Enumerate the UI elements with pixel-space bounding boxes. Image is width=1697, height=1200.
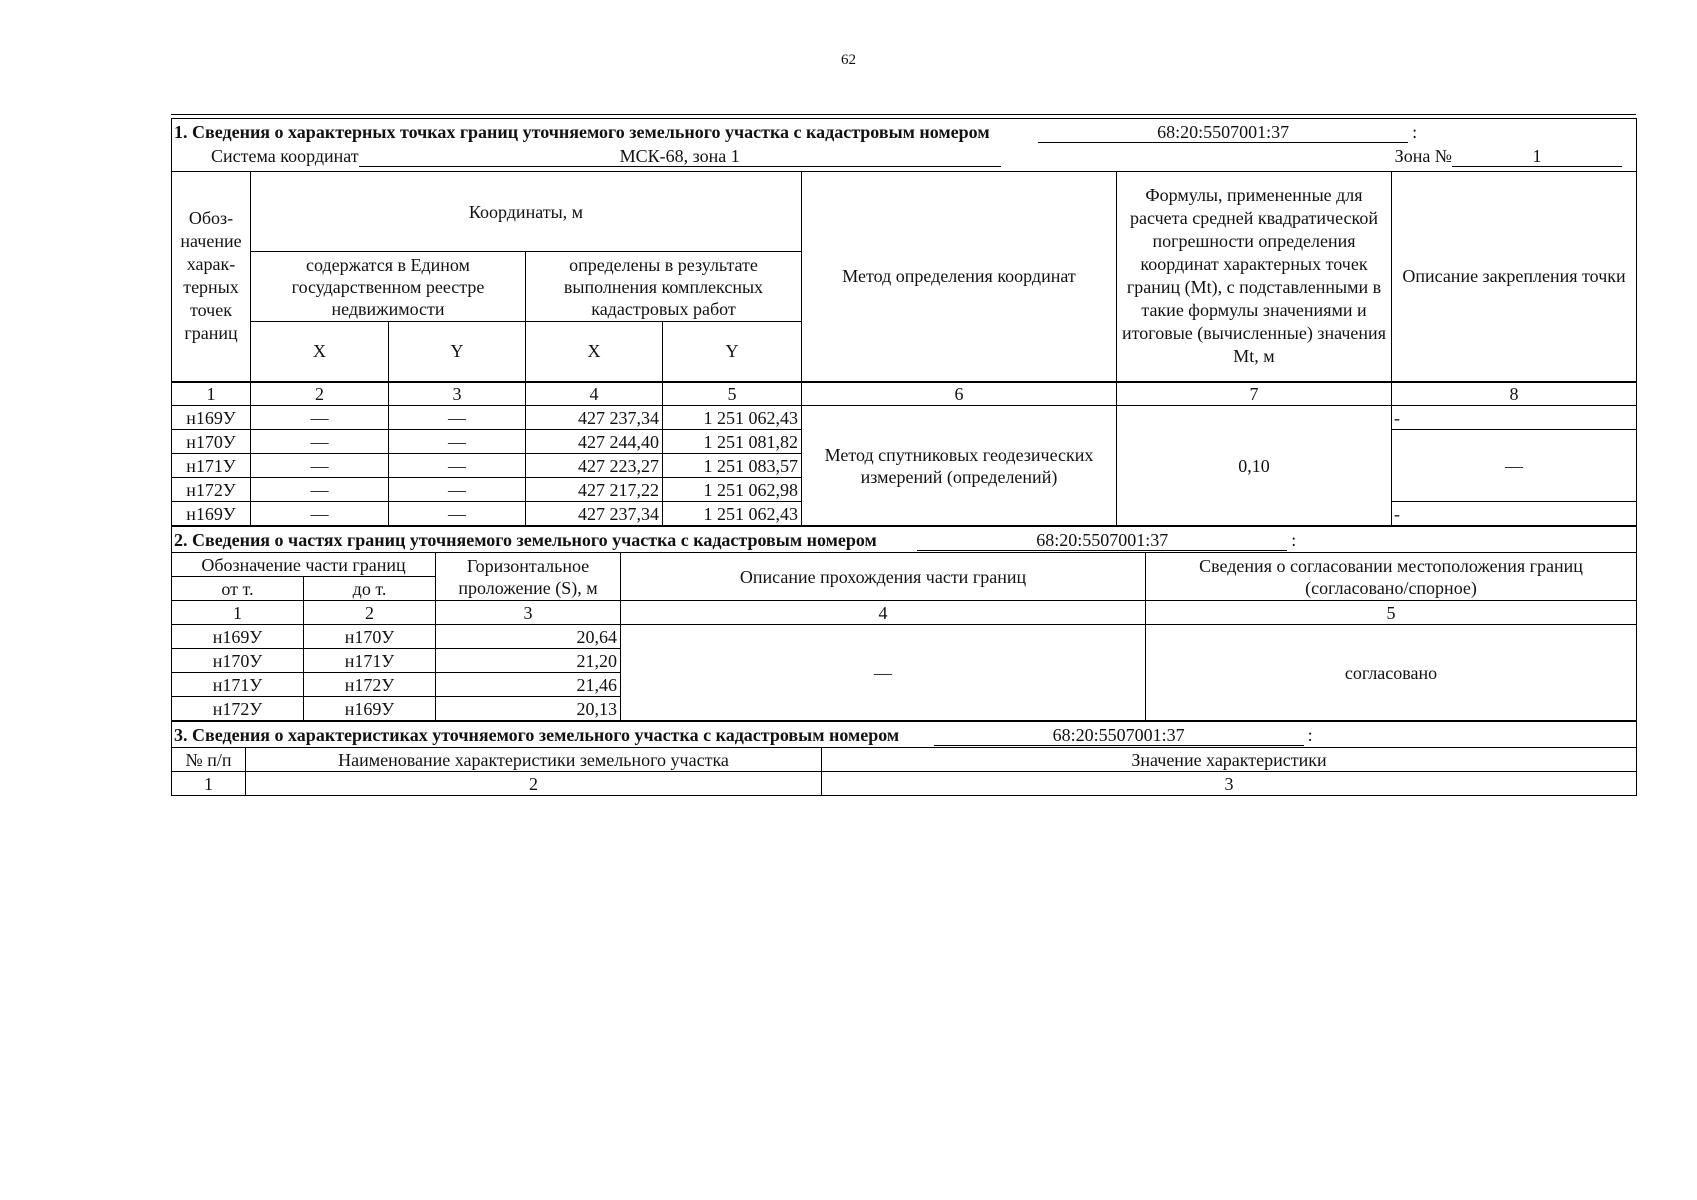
col-number: 1 xyxy=(172,601,304,625)
col-number: 6 xyxy=(802,382,1117,406)
point-cell: н171У xyxy=(172,454,251,478)
to-cell: н172У xyxy=(304,673,436,697)
distance-cell: 21,20 xyxy=(436,649,621,673)
col-number: 8 xyxy=(1392,382,1637,406)
y-registry-cell: — xyxy=(389,502,526,526)
y-cell: 1 251 062,43 xyxy=(663,502,802,526)
section1-cadastral-number: 68:20:5507001:37 xyxy=(1038,122,1408,143)
section3-header xyxy=(172,722,1637,748)
to-cell: н169У xyxy=(304,697,436,721)
section3-title: 3. Сведения о характеристиках уточняемого земельного участка с кадастровым номером xyxy=(174,724,900,745)
section3-cadastral-number: 68:20:5507001:37 xyxy=(934,725,1304,746)
x-cell: 427 237,34 xyxy=(526,502,663,526)
header-x-works: X xyxy=(526,322,663,382)
x-registry-cell: — xyxy=(251,406,389,430)
cadastral-document xyxy=(171,114,1636,796)
col-number: 4 xyxy=(526,382,663,406)
to-cell: н171У xyxy=(304,649,436,673)
y-registry-cell: — xyxy=(389,406,526,430)
col-number: 4 xyxy=(621,601,1146,625)
section1-colon: : xyxy=(1412,122,1418,142)
col-number: 1 xyxy=(172,772,246,796)
x-registry-cell: — xyxy=(251,502,389,526)
header-part-designation: Обозначение части границ xyxy=(172,553,436,577)
col-number: 3 xyxy=(389,382,526,406)
y-registry-cell: — xyxy=(389,454,526,478)
header-fixing: Описание закрепления точки xyxy=(1392,172,1637,382)
point-cell: н169У xyxy=(172,406,251,430)
section2-title: 2. Сведения о частях границ уточняемого земельного участка с кадастровым номером xyxy=(174,529,877,550)
section3-col-numbers xyxy=(172,772,1637,796)
y-cell: 1 251 083,57 xyxy=(663,454,802,478)
section3-table xyxy=(171,721,1637,796)
x-cell: 427 244,40 xyxy=(526,430,663,454)
coord-system-label: Система координат xyxy=(211,146,359,166)
distance-cell: 20,64 xyxy=(436,625,621,649)
section3-colon: : xyxy=(1307,724,1313,745)
section1-table xyxy=(171,118,1637,526)
header-from: от т. xyxy=(172,577,304,601)
zone-value: 1 xyxy=(1452,146,1622,167)
col-number: 5 xyxy=(1146,601,1637,625)
section1-title: 1. Сведения о характерных точках границ уточняемого земельного участка с кадастровым номером xyxy=(174,122,990,142)
header-to: до т. xyxy=(304,577,436,601)
section2-col-numbers xyxy=(172,601,1637,625)
section2-header xyxy=(172,527,1637,553)
section2-colon: : xyxy=(1291,529,1297,550)
table-row xyxy=(172,625,1637,649)
header-coordinates: Координаты, м xyxy=(251,172,802,252)
col-number: 3 xyxy=(822,772,1637,796)
col-number: 1 xyxy=(172,382,251,406)
y-cell: 1 251 081,82 xyxy=(663,430,802,454)
col-number: 7 xyxy=(1117,382,1392,406)
x-cell: 427 217,22 xyxy=(526,478,663,502)
x-cell: 427 223,27 xyxy=(526,454,663,478)
point-cell: н172У xyxy=(172,478,251,502)
header-y-registry: Y xyxy=(389,322,526,382)
section2-cadastral-number: 68:20:5507001:37 xyxy=(917,530,1287,551)
header-by-works: определены в результате выполнения комплексных кадастровых работ xyxy=(526,252,802,322)
header-point-designation: Обоз-начение харак-терных точек границ xyxy=(172,172,251,382)
fixing-last: - xyxy=(1392,502,1637,526)
header-horizontal: Горизонтальное проложение (S), м xyxy=(436,553,621,601)
header-description: Описание прохождения части границ xyxy=(621,553,1146,601)
method-value: Метод спутниковых геодезических измерений (определений) xyxy=(802,406,1117,526)
header-y-works: Y xyxy=(663,322,802,382)
y-cell: 1 251 062,98 xyxy=(663,478,802,502)
from-cell: н169У xyxy=(172,625,304,649)
from-cell: н170У xyxy=(172,649,304,673)
point-cell: н169У xyxy=(172,502,251,526)
y-cell: 1 251 062,43 xyxy=(663,406,802,430)
y-registry-cell: — xyxy=(389,478,526,502)
mt-value: 0,10 xyxy=(1117,406,1392,526)
distance-cell: 21,46 xyxy=(436,673,621,697)
from-cell: н172У xyxy=(172,697,304,721)
coord-system-value: МСК-68, зона 1 xyxy=(359,146,1001,167)
fixing-first: - xyxy=(1392,406,1637,430)
description-value: — xyxy=(621,625,1146,721)
page-number: 62 xyxy=(841,52,856,68)
to-cell: н170У xyxy=(304,625,436,649)
header-no: № п/п xyxy=(172,748,246,772)
header-formulas: Формулы, примененные для расчета средней квадратической погрешности определения координат характерных точек границ (Mt), с подставленными в такие формулы значениями и итоговые (вычисленные) значения Mt, м xyxy=(1117,172,1392,382)
section1-col-numbers xyxy=(172,382,1637,406)
col-number: 2 xyxy=(304,601,436,625)
header-method: Метод определения координат xyxy=(802,172,1117,382)
agreement-value: согласовано xyxy=(1146,625,1637,721)
x-cell: 427 237,34 xyxy=(526,406,663,430)
from-cell: н171У xyxy=(172,673,304,697)
col-number: 5 xyxy=(663,382,802,406)
header-name: Наименование характеристики земельного участка xyxy=(246,748,822,772)
x-registry-cell: — xyxy=(251,478,389,502)
col-number: 2 xyxy=(246,772,822,796)
fixing-middle: — xyxy=(1392,430,1637,502)
header-in-registry: содержатся в Едином государственном реестре недвижимости xyxy=(251,252,526,322)
section1-header xyxy=(172,119,1637,172)
header-x-registry: X xyxy=(251,322,389,382)
col-number: 3 xyxy=(436,601,621,625)
section2-table xyxy=(171,526,1637,721)
x-registry-cell: — xyxy=(251,454,389,478)
point-cell: н170У xyxy=(172,430,251,454)
x-registry-cell: — xyxy=(251,430,389,454)
table-row xyxy=(172,406,1637,430)
col-number: 2 xyxy=(251,382,389,406)
zone-label: Зона № xyxy=(1394,146,1452,166)
header-agreement: Сведения о согласовании местоположения границ (согласовано/спорное) xyxy=(1146,553,1637,601)
header-value: Значение характеристики xyxy=(822,748,1637,772)
y-registry-cell: — xyxy=(389,430,526,454)
distance-cell: 20,13 xyxy=(436,697,621,721)
